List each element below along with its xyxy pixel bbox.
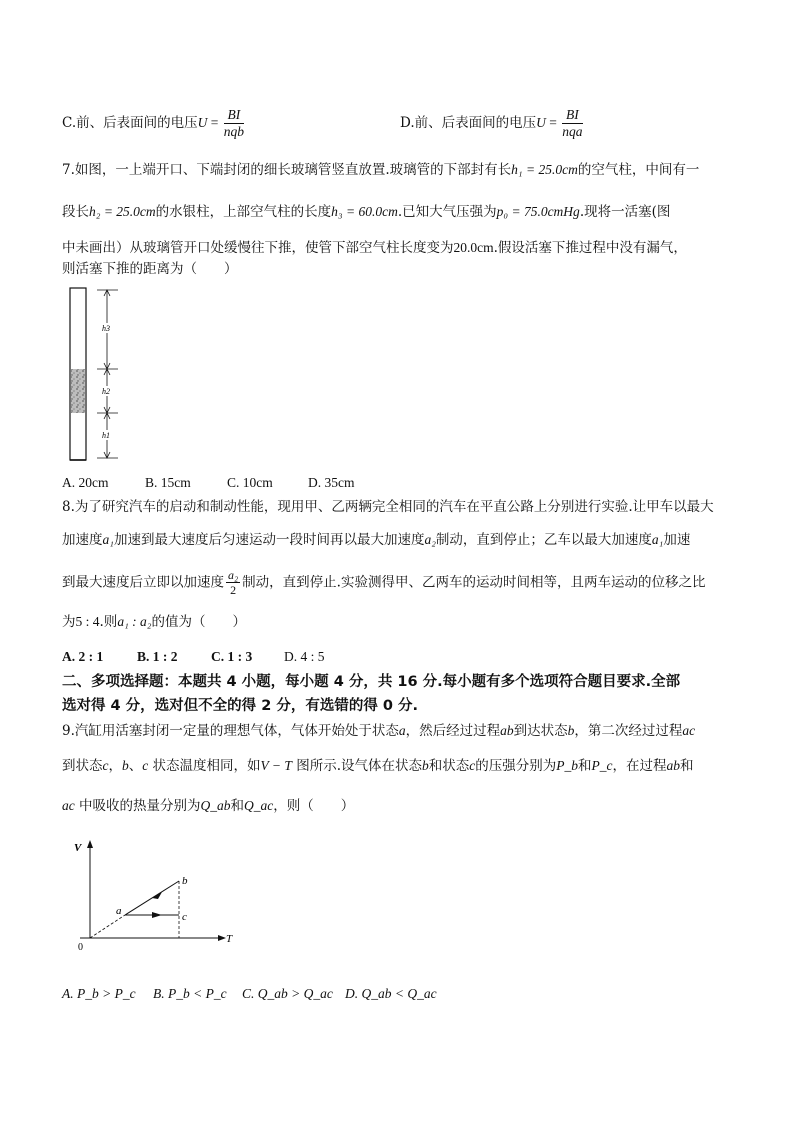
- point-b-label: b: [182, 875, 188, 887]
- q6-option-d-fraction: $\frac{BI}{\text{nqa}}$: [562, 107, 583, 139]
- q6-option-c: C.前、后表面间的电压U = $\frac{BI}{\text{nqb}}$: [62, 107, 245, 139]
- q9-line-1: 9.汽缸用活塞封闭一定量的理想气体，气体开始处于状态a，然后经过过程ab到达状态b，第二次经过过程ac: [62, 723, 696, 739]
- q7-line-4: 则活塞下推的距离为（ ）: [62, 261, 238, 277]
- q7-tube-figure: [64, 286, 134, 464]
- section-2-heading-line-2: 选对得 4 分，选对但不全的得 2 分，有选错的得 0 分.: [62, 698, 419, 714]
- q7-line-3: 中未画出）从玻璃管开口处缓慢往下推，使管下部空气柱长度变为20.0cm.假设活塞下推过程中没有漏气，: [62, 240, 687, 256]
- q9-option-a: A. P_b > P_c: [62, 986, 136, 1001]
- q8-line-2: 加速度a₁加速到最大速度后匀速运动一段时间再以最大加速度a₂制动，直到停止；乙车以最大加速度a₁加速: [62, 532, 691, 548]
- q9-option-b: B. P_b < P_c: [153, 986, 227, 1001]
- point-c-label: c: [182, 911, 187, 923]
- label-h1: h1: [102, 431, 110, 440]
- q8-line-4: 为5 : 4.则a₁ : a₂的值为（ ）: [62, 614, 246, 630]
- q8-line-1: 8.为了研究汽车的启动和制动性能，现用甲、乙两辆完全相同的汽车在平直公路上分别进行实验.让甲车以最大: [62, 499, 714, 515]
- mercury-column: [71, 369, 85, 413]
- q9-line-2: 到状态c，b、c 状态温度相同，如V − T 图所示.设气体在状态b和状态c的压强分别为P_b和P_c，在过程ab和: [62, 758, 694, 774]
- q7-option-d: D. 35cm: [308, 475, 355, 490]
- q8-option-a: A. 2 : 1: [62, 649, 104, 664]
- v-axis-label: V: [74, 842, 82, 854]
- point-a-label: a: [116, 905, 122, 917]
- q8-option-b: B. 1 : 2: [137, 649, 178, 664]
- q8-fraction: $\frac{\text{a₂}}{2}$: [228, 568, 239, 597]
- q8-line-3: 到最大速度后立即以加速度 $\frac{\text{a₂}}{2}$ 制动，直到停止.实验测得甲、乙两车的运动时间相等，且两车运动的位移之比: [62, 568, 706, 597]
- q9-option-d: D. Q_ab < Q_ac: [345, 986, 437, 1001]
- q7-line-1: 7.如图，一上端开口、下端封闭的细长玻璃管竖直放置.玻璃管的下部封有长h₁ = 25.0cm的空气柱，中间有一: [62, 162, 700, 178]
- q9-vt-graph: [66, 836, 241, 951]
- q6-option-d: D.前、后表面间的电压U = $\frac{BI}{\text{nqa}}$: [400, 107, 583, 139]
- origin-label: 0: [78, 942, 83, 951]
- q8-option-c: C. 1 : 3: [211, 649, 253, 664]
- q7-option-c: C. 10cm: [227, 475, 273, 490]
- q8-option-d: D. 4 : 5: [284, 649, 325, 664]
- q6-option-c-fraction: $\frac{BI}{\text{nqb}}$: [223, 107, 245, 139]
- label-h2: h2: [102, 387, 110, 396]
- q7-option-a: A. 20cm: [62, 475, 109, 490]
- section-2-heading-line-1: 二、多项选择题：本题共 4 小题，每小题 4 分，共 16 分.每小题有多个选项符合题目要求.全部: [62, 674, 681, 690]
- q9-line-3: ac 中吸收的热量分别为Q_ab和Q_ac，则（ ）: [62, 798, 355, 814]
- q9-option-c: C. Q_ab > Q_ac: [242, 986, 333, 1001]
- q7-line-2: 段长h₂ = 25.0cm的水银柱，上部空气柱的长度h₃ = 60.0cm.已知大气压强为p₀ = 75.0cmHg.现将一活塞(图: [62, 204, 671, 220]
- q7-option-b: B. 15cm: [145, 475, 191, 490]
- label-h3: h3: [102, 324, 110, 333]
- t-axis-label: T: [226, 933, 233, 945]
